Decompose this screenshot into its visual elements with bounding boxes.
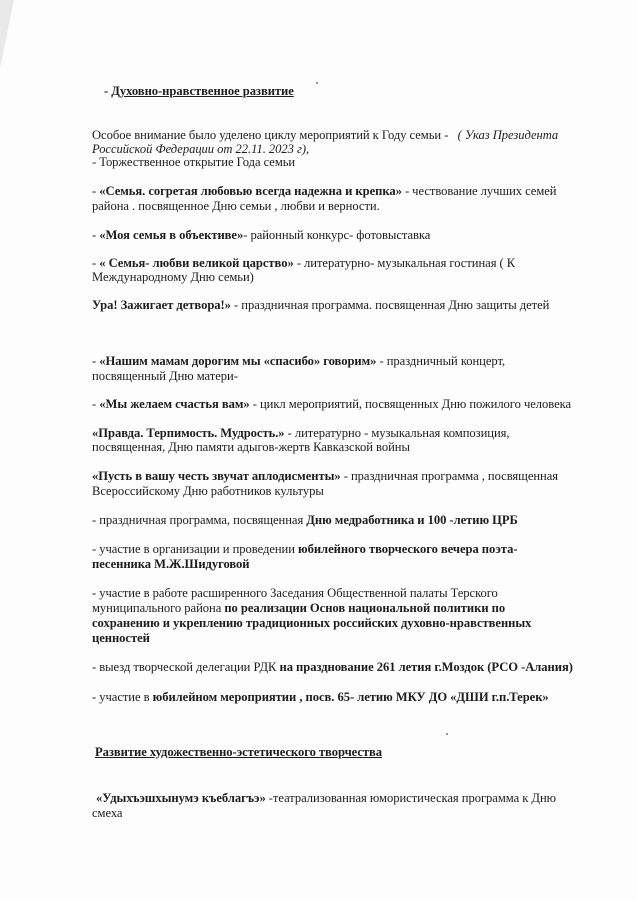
opening-text: - Торжественное открытие Года семьи	[92, 155, 296, 169]
event-title: «Моя семья в объективе»	[99, 228, 244, 242]
list-item-cont	[92, 616, 531, 631]
event-title-cont: сохранению и укреплению традиционных российских духовно-нравственных	[92, 616, 532, 630]
event-description: - чествование лучших семей	[401, 184, 557, 198]
event-description: - районный конкурс- фотовыставка	[243, 228, 431, 242]
event-description-cont: муниципального района	[92, 601, 225, 615]
event-title: Ура! Зажигает детвора!»	[92, 298, 231, 312]
event-description-cont: района . посвященное Дню семьи , любви и верности.	[92, 199, 380, 213]
section-heading-artistic	[95, 745, 382, 760]
item-prefix: -	[92, 228, 100, 242]
list-item	[92, 426, 509, 441]
folded-corner	[0, 0, 14, 68]
item-prefix: -	[92, 184, 100, 198]
list-item	[96, 791, 556, 806]
section-heading-spiritual	[104, 84, 294, 99]
event-title: Дню медработника и 100 -летию ЦРБ	[306, 513, 518, 527]
event-description: - литературно - музыкальная композиция,	[284, 426, 510, 440]
event-description-cont: смеха	[92, 806, 123, 820]
event-description: - цикл мероприятий, посвященных Дню пожилого человека	[249, 397, 572, 411]
decree-reference: ( Указ Президента	[457, 128, 559, 142]
event-title: «Удыхъэшхынумэ къеблагъэ»	[96, 791, 266, 805]
intro-line-1	[92, 128, 558, 143]
intro-opening	[92, 155, 295, 170]
event-description-cont: Международному Дню семьи)	[92, 270, 254, 284]
event-description-cont: посвященный Дню матери-	[92, 369, 238, 383]
item-prefix: - выезд творческой делегации РДК	[92, 660, 280, 674]
item-prefix: - праздничная программа, посвященная	[92, 513, 307, 527]
event-description: - праздничная программа. посвященная Дню защиты детей	[230, 298, 550, 312]
event-title: «Нашим мамам дорогим мы «спасибо» говорим»	[99, 354, 377, 368]
event-description: -театрализованная юмористическая программа к Дню	[265, 791, 556, 805]
list-item	[92, 354, 505, 369]
event-description-cont: Всероссийскому Дню работников культуры	[92, 484, 324, 498]
list-item	[92, 256, 515, 271]
decree-reference-cont: Российской Федерации от 22.11. 2023 г),	[92, 142, 310, 156]
event-title: «Мы желаем счастья вам»	[99, 397, 250, 411]
event-description: - литературно- музыкальная гостиная ( К	[293, 256, 516, 270]
event-title: юбилейном мероприятии , посв. 65- летию МКУ ДО «ДШИ г.п.Терек»	[152, 690, 549, 704]
list-item-cont	[92, 484, 324, 499]
event-title: на празднование 261 летия г.Моздок (РСО -Алания)	[279, 660, 573, 674]
list-item	[92, 469, 558, 484]
list-item	[92, 298, 549, 313]
event-title: юбилейного творческого вечера поэта-	[298, 542, 518, 556]
scan-speck	[446, 733, 448, 735]
event-title: «Пусть в вашу честь звучат аплодисменты»	[92, 469, 341, 483]
item-prefix: -	[92, 397, 100, 411]
list-item	[92, 228, 430, 243]
event-title-cont: песенника М.Ж.Шидуговой	[92, 557, 250, 571]
heading-dash: -	[104, 84, 112, 98]
list-item	[92, 586, 498, 601]
list-item	[92, 184, 557, 199]
heading-text: Развитие художественно-эстетического творчества	[95, 745, 383, 759]
list-item-cont	[92, 270, 254, 285]
scan-speck	[316, 82, 318, 84]
item-prefix: -	[92, 256, 100, 270]
item-prefix: - участие в организации и проведении	[92, 542, 299, 556]
list-item	[92, 397, 571, 412]
list-item-cont	[92, 806, 122, 821]
list-item	[92, 542, 517, 557]
list-item-cont	[92, 631, 150, 646]
item-prefix: -	[92, 354, 100, 368]
list-item-cont	[92, 557, 250, 572]
list-item-cont	[92, 440, 410, 455]
list-item	[92, 660, 573, 675]
event-description: - праздничный концерт,	[376, 354, 506, 368]
event-title-cont: ценностей	[92, 631, 150, 645]
event-title: « Семья- любви великой царство»	[99, 256, 294, 270]
list-item-cont	[92, 369, 238, 384]
event-description: - праздничная программа , посвященная	[340, 469, 559, 483]
heading-text: Духовно-нравственное развитие	[111, 84, 294, 98]
event-description-cont: посвященная, Дню памяти адыгов-жертв Кавказской войны	[92, 440, 410, 454]
event-title: «Правда. Терпимость. Мудрость.»	[92, 426, 285, 440]
list-item	[92, 690, 549, 705]
intro-text: Особое внимание было уделено циклу мероприятий к Году семьи -	[92, 128, 449, 142]
list-item	[92, 513, 518, 528]
event-title: по реализации Основ национальной политики по	[224, 601, 506, 615]
list-item-cont	[92, 199, 380, 214]
item-prefix: - участие в работе расширенного Заседания Общественной палаты Терского	[92, 586, 498, 600]
event-title: «Семья. согретая любовью всегда надежна и крепка»	[99, 184, 402, 198]
item-prefix: - участие в	[92, 690, 153, 704]
list-item-cont	[92, 601, 505, 616]
